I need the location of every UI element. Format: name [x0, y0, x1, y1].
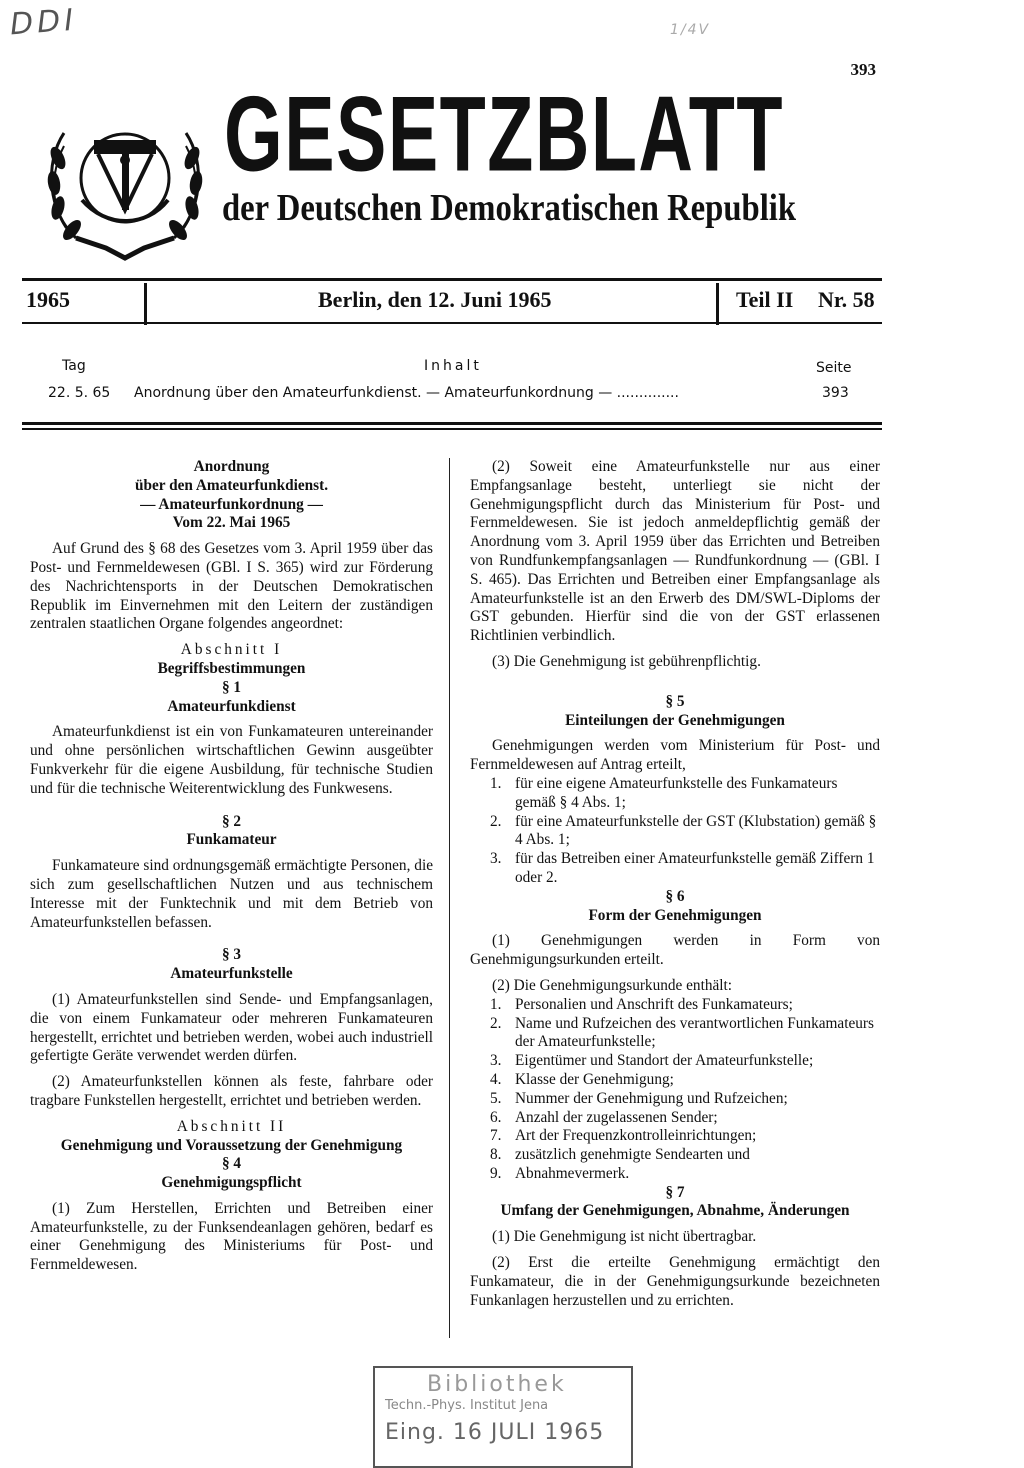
- state-emblem-icon: [36, 88, 214, 266]
- issue-part: Teil II: [736, 287, 794, 312]
- list-text: zusätzlich genehmigte Sendearten und: [515, 1146, 750, 1164]
- toc-col-page: Seite: [816, 360, 852, 376]
- list-number: 8.: [490, 1146, 502, 1164]
- list-number: 2.: [490, 812, 502, 830]
- list-text: für das Betreiben einer Amateurfunkstelle gemäß Ziffern 1 oder 2.: [515, 850, 875, 886]
- masthead-subtitle: der Deutschen Demokratischen Republik: [222, 187, 797, 229]
- paragraph-number: § 2: [221, 812, 242, 830]
- spacer: [470, 1247, 880, 1254]
- header-divider: [716, 283, 719, 325]
- paragraph-title: Umfang der Genehmigungen, Abnahme, Änderungen: [500, 1202, 850, 1220]
- list-item: [490, 1127, 880, 1146]
- spacer: [30, 716, 433, 723]
- spacer: [30, 1066, 433, 1073]
- paragraph-number: § 1: [221, 678, 242, 696]
- paragraph-title: Funkamateur: [186, 831, 277, 849]
- paragraph-number: § 6: [665, 887, 685, 905]
- list-item: [490, 1165, 880, 1184]
- list-number: 3.: [490, 850, 502, 868]
- list-text: Anzahl der zugelassenen Sender;: [515, 1108, 718, 1126]
- list-text: Nummer der Genehmigung und Rufzeichen;: [515, 1089, 788, 1107]
- issue-year: 1965: [26, 287, 70, 312]
- list-text: Eigentümer und Standort der Amateurfunkstelle;: [515, 1052, 814, 1070]
- paragraph-text: (1) Zum Herstellen, Errichten und Betreiben einer Amateurfunkstelle, zu der Funksendeanlagen gehören, bedarf es einer Genehmigung des Ministeriums für Post- und Fernmeldewesen.: [30, 1199, 433, 1274]
- list-item: [490, 1090, 880, 1109]
- paragraph-text: (2) Die Genehmigungsurkunde enthält:: [492, 976, 733, 994]
- toc-entry-page: 393: [822, 385, 849, 401]
- emblem-graphic: [36, 88, 214, 266]
- paragraph-text: (3) Die Genehmigung ist gebührenpflichtig.: [492, 652, 761, 670]
- header-rule-top: [22, 278, 882, 281]
- paragraph-text: Funkamateure sind ordnungsgemäß ermächtigte Personen, die sich zum gesellschaftlichen Nutzen und aus technischem Interesse mit der Funktechnik und mit dem Betrieb von Amateurfunkstellen befassen.: [30, 857, 433, 931]
- list-number: 3.: [490, 1052, 502, 1070]
- preamble: Auf Grund des § 68 des Gesetzes vom 3. April 1959 über das Post- und Fernmeldewesen (GBl. I S. 365) wird zur Förderung des Nachrichtensports in der Deutschen Demokratischen Republik im Einvernehmen mit den Leitern der zuständigen zentralen staatlichen Organe folgendes angeordnet:: [30, 540, 433, 633]
- list-item: [490, 1015, 880, 1053]
- ordinance-subject: über den Amateurfunkdienst.: [134, 476, 329, 494]
- spacer: [30, 850, 433, 857]
- spacer: [470, 686, 880, 693]
- paragraph-title: Form der Genehmigungen: [588, 906, 762, 924]
- spacer: [470, 970, 880, 977]
- toc-col-content: Inhalt: [424, 358, 482, 374]
- faint-pencil-note: 1/4V: [670, 22, 711, 38]
- toc-entry-day: 22. 5. 65: [48, 385, 111, 401]
- issue-number: Nr. 58: [818, 287, 875, 312]
- section-heading: Abschnitt I: [180, 641, 283, 659]
- list-text: Klasse der Genehmigung;: [515, 1070, 674, 1088]
- section-title: Begriffsbestimmungen: [157, 659, 306, 677]
- spacer: [30, 533, 433, 540]
- toc-rule-2: [22, 428, 882, 430]
- list-number: 4.: [490, 1070, 502, 1088]
- list-item: [490, 1146, 880, 1165]
- paragraph-text: (2) Soweit eine Amateurfunkstelle nur aus einer Empfangsanlage besteht, unterliegt sie nicht der Genehmigungspflicht durch das Ministerium für Post- und Fernmeldewesen. Sie ist jedoch anmeldepflichtig gemäß der Anordnung vom 3. April 1959 über das Errichten und Betreiben von Rundfunkempfangsanlagen — Rundfunkordnung — (GBl. I S. 465). Das Errichten und Betreiben einer Empfangsanlage als Amateurfunkstelle ist an den Erwerb des DM/SWL-Diploms der GST gebunden. Hierfür sind die von der GST erlassenen Richtlinien verbindlich.: [470, 458, 880, 645]
- list-text: für eine Amateurfunkstelle der GST (Klubstation) gemäß § 4 Abs. 1;: [515, 812, 877, 849]
- list-number: 7.: [490, 1127, 502, 1145]
- paragraph-text: Amateurfunkdienst ist ein von Funkamateuren untereinander und ohne persönlichen wirtschaftlichen Gewinn ausgeübter Funkverkehr für die eigene Ausbildung, für technische Studien und für die technische Weiterentwicklung des Funkwesens.: [30, 723, 433, 797]
- library-stamp: [373, 1366, 633, 1468]
- issue-place-date: Berlin, den 12. Juni 1965: [318, 287, 552, 312]
- stamp-library: Bibliothek: [427, 1372, 567, 1397]
- spacer: [30, 799, 433, 813]
- ordinance-title: Anordnung: [193, 458, 270, 475]
- header-rule-bottom: [22, 322, 882, 324]
- list-number: 1.: [490, 995, 502, 1013]
- masthead-title: GESETZBLATT: [224, 73, 784, 194]
- issue-header: [22, 283, 882, 323]
- paragraph-title: Genehmigungspflicht: [161, 1174, 302, 1192]
- paragraph-text: (1) Genehmigungen werden in Form von Genehmigungsurkunden erteilt.: [470, 932, 880, 969]
- spacer: [30, 1193, 433, 1200]
- list-item: [490, 775, 880, 813]
- list-item: [490, 813, 880, 851]
- header-divider: [144, 283, 147, 325]
- list-text: Personalien und Anschrift des Funkamateurs;: [515, 995, 793, 1013]
- spacer: [470, 1221, 880, 1228]
- spacer: [470, 646, 880, 653]
- toc-col-day: Tag: [62, 358, 86, 374]
- list-item: [490, 996, 880, 1015]
- section-heading: Abschnitt II: [176, 1117, 287, 1135]
- spacer: [30, 634, 433, 641]
- paragraph-text: (2) Amateurfunkstellen können als feste, fahrbare oder tragbare Funkstellen hergestellt, errichtet und betrieben werden.: [30, 1073, 433, 1109]
- paragraph-text: (1) Amateurfunkstellen sind Sende- und Empfangsanlagen, die von einem Funkamateur oder mehreren Funkamateuren hergestellt, errichtet und betrieben werden, wobei auch industriell gefertigte Geräte verwendet werden dürfen.: [30, 990, 433, 1065]
- list-item: [490, 850, 880, 888]
- toc-entry-title: Anordnung über den Amateurfunkdienst. — Amateurfunkordnung — ..............: [134, 385, 679, 401]
- list-number: 6.: [490, 1108, 502, 1126]
- ordinance-date: Vom 22. Mai 1965: [172, 514, 291, 532]
- paragraph-number: § 4: [221, 1155, 242, 1173]
- list-number: 1.: [490, 774, 502, 792]
- left-column: [30, 458, 433, 1275]
- list-item: [490, 1052, 880, 1071]
- list-text: für eine eigene Amateurfunkstelle des Funkamateurs gemäß § 4 Abs. 1;: [515, 774, 838, 811]
- paragraph-text: (1) Die Genehmigung ist nicht übertragbar.: [492, 1228, 757, 1246]
- toc-rule-1: [22, 422, 882, 425]
- spacer: [470, 925, 880, 932]
- list-number: 9.: [490, 1164, 502, 1182]
- list-number: 2.: [490, 1014, 502, 1032]
- list-text: Art der Frequenzkontrolleinrichtungen;: [515, 1127, 757, 1145]
- ordinance-short-title: — Amateurfunkordnung —: [140, 495, 323, 513]
- spacer: [30, 1111, 433, 1118]
- section-title: Genehmigung und Voraussetzung der Genehmigung: [60, 1136, 403, 1154]
- paragraph-title: Amateurfunkdienst: [167, 697, 296, 715]
- list-item: [490, 1109, 880, 1128]
- spacer: [30, 984, 433, 991]
- list-item: [490, 1071, 880, 1090]
- spacer: [470, 730, 880, 737]
- stamp-received-date: Eing. 16 JULI 1965: [385, 1420, 605, 1445]
- column-rule: [449, 458, 450, 1338]
- list-text: Abnahmevermerk.: [515, 1164, 630, 1182]
- list-number: 5.: [490, 1089, 502, 1107]
- paragraph-title: Einteilungen der Genehmigungen: [565, 711, 785, 729]
- spacer: [470, 672, 880, 686]
- paragraph-number: § 7: [665, 1183, 685, 1201]
- list-text: Name und Rufzeichen des verantwortlichen Funkamateurs der Amateurfunkstelle;: [515, 1014, 874, 1051]
- page-number: 393: [850, 60, 876, 79]
- handwritten-note: DDI: [8, 2, 79, 43]
- paragraph-title: Amateurfunkstelle: [170, 965, 293, 983]
- spacer: [30, 932, 433, 946]
- stamp-institute: Techn.-Phys. Institut Jena: [385, 1398, 549, 1413]
- paragraph-text: (2) Erst die erteilte Genehmigung ermächtigt den Funkamateur, die in der Genehmigungsurkunde bezeichneten Funkanlagen herzustellen und zu errichten.: [470, 1254, 880, 1309]
- right-column: [470, 458, 880, 1310]
- paragraph-text: Genehmigungen werden vom Ministerium für Post- und Fernmeldewesen auf Antrag erteilt,: [470, 737, 880, 774]
- paragraph-number: § 3: [221, 946, 242, 964]
- paragraph-number: § 5: [665, 692, 685, 710]
